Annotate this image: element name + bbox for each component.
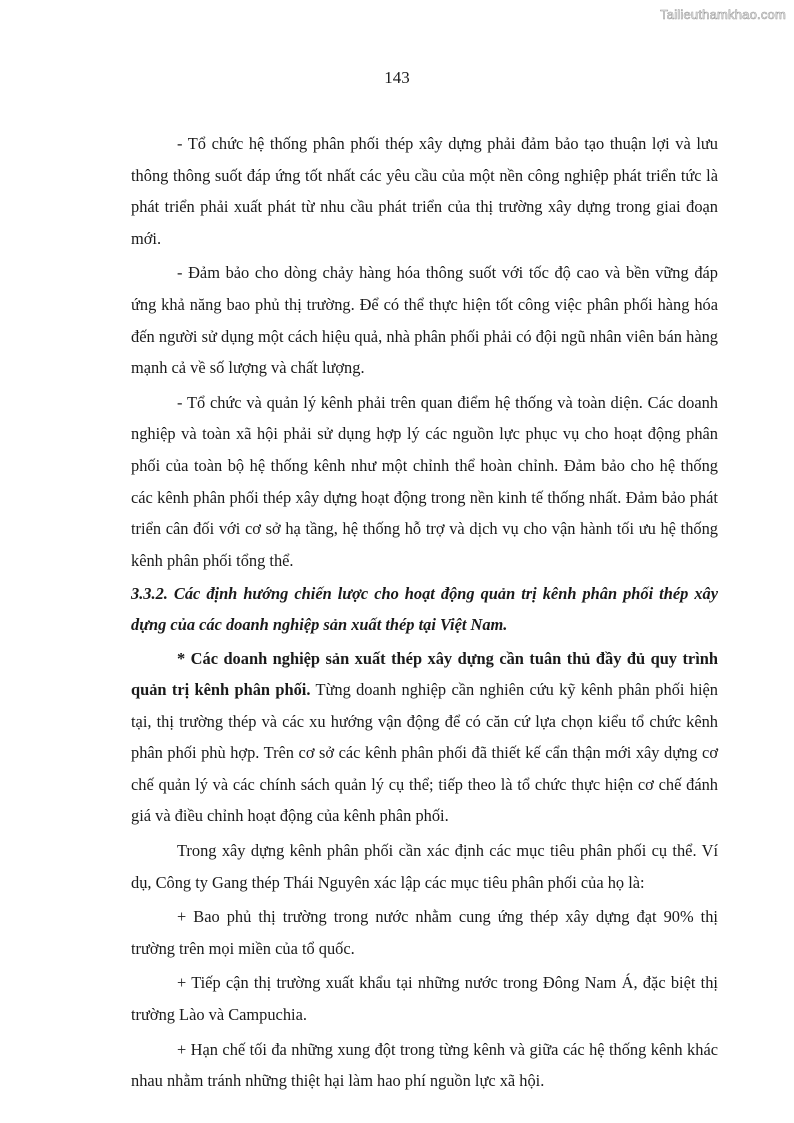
- bold-lead: * Các doanh nghiệp sản xuất thép xây dựng cần tuân thủ đầy đủ quy trình quản trị kênh phân phối.: [131, 648, 718, 700]
- paragraph-2: - Đảm bảo cho dòng chảy hàng hóa thông suốt với tốc độ cao và bền vững đáp ứng khả năng bao phủ thị trường. Để có thể thực hiện tốt công việc phân phối hàng hóa đến người sử dụng một cách hiệu quả, nhà phân phối phải có đội ngũ nhân viên bán hàng mạnh cả về số lượng và chất lượng.: [131, 263, 718, 378]
- paragraph-goals: Trong xây dựng kênh phân phối cần xác định các mục tiêu phân phối cụ thể. Ví dụ, Công ty Gang thép Thái Nguyên xác lập các mục tiêu phân phối của họ là:: [131, 841, 718, 892]
- watermark: Tailieuthamkhao.com: [660, 7, 786, 22]
- section-heading: 3.3.2. Các định hướng chiến lược cho hoạt động quản trị kênh phân phối thép xây dựng của các doanh nghiệp sản xuất thép tại Việt Nam.: [131, 583, 718, 635]
- paragraph-3: - Tổ chức và quản lý kênh phải trên quan điểm hệ thống và toàn diện. Các doanh nghiệp và toàn xã hội phải sử dụng hợp lý các nguồn lực phục vụ cho hoạt động phân phối của toàn bộ hệ thống kênh như một chỉnh thể hoàn chỉnh. Đảm bảo cho hệ thống các kênh phân phối thép xây dựng hoạt động trong nền kinh tế thống nhất. Đảm bảo phát triển cân đối với cơ sở hạ tầng, hệ thống hỗ trợ và dịch vụ cho vận hành tối ưu hệ thống kênh phân phối tổng thể.: [131, 392, 718, 570]
- paragraph-1: - Tổ chức hệ thống phân phối thép xây dựng phải đảm bảo tạo thuận lợi và lưu thông thông suốt đáp ứng tốt nhất các yêu cầu của một nền công nghiệp phát triển tức là phát triển phải xuất phát từ nhu cầu phát triển của thị trường xây dựng trong giai đoạn mới.: [131, 134, 718, 248]
- goal-item-1: + Bao phủ thị trường trong nước nhằm cung ứng thép xây dựng đạt 90% thị trường trên mọi miền của tổ quốc.: [131, 907, 718, 958]
- page-number: 143: [384, 68, 410, 87]
- paragraph-process: [131, 643, 718, 833]
- goal-item-3: + Hạn chế tối đa những xung đột trong từng kênh và giữa các hệ thống kênh khác nhau nhằm tránh những thiệt hại làm hao phí nguồn lực xã hội.: [131, 1039, 718, 1091]
- document-body: [131, 128, 718, 1098]
- goal-item-2: + Tiếp cận thị trường xuất khẩu tại những nước trong Đông Nam Á, đặc biệt thị trường Lào và Campuchia.: [131, 973, 718, 1025]
- bold-lead-rest: Từng doanh nghiệp cần nghiên cứu kỹ kênh phân phối hiện tại, thị trường thép và các xu hướng vận động để có căn cứ lựa chọn kiểu tổ chức kênh phân phối phù hợp. Trên cơ sở các kênh phân phối đã thiết kế cẩn thận mới xây dựng cơ chế quản lý và các chính sách quản lý cụ thể; tiếp theo là tổ chức thực hiện cơ chế đánh giá và điều chỉnh hoạt động của kênh phân phối.: [131, 680, 718, 826]
